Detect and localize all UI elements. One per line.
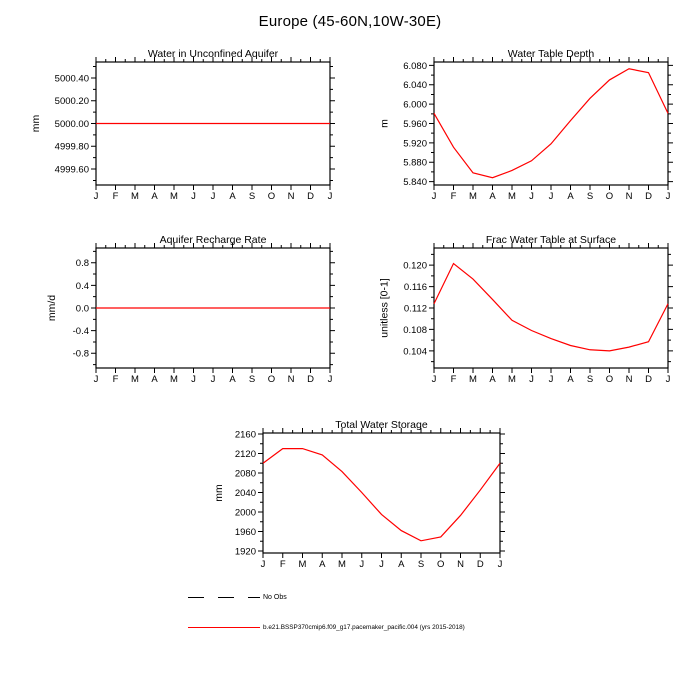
y-tick-label: 0.8 — [75, 258, 89, 270]
x-tick-label: N — [625, 191, 633, 202]
legend-label-no-obs: No Obs — [263, 594, 287, 601]
x-tick-label: J — [210, 374, 216, 385]
x-tick-label: O — [437, 559, 445, 570]
x-tick-label: J — [529, 374, 534, 385]
x-tick-label: N — [457, 559, 464, 570]
legend-item-no-obs — [188, 594, 287, 601]
axis-ticks — [429, 243, 673, 373]
y-tick-label: 4999.80 — [54, 141, 89, 153]
x-tick-label: O — [267, 191, 276, 202]
x-tick-label: J — [327, 374, 333, 385]
plot-frame — [434, 62, 668, 185]
axis-ticks — [429, 57, 673, 190]
y-tick-label: 2080 — [234, 468, 256, 480]
axis-ticks — [258, 428, 505, 558]
x-tick-label: A — [489, 191, 496, 202]
x-tick-label: S — [248, 374, 256, 385]
x-tick-label: M — [508, 191, 516, 202]
x-tick-label: O — [605, 191, 614, 202]
x-tick-label: J — [431, 191, 437, 202]
y-tick-label: 6.080 — [403, 60, 427, 72]
y-tick-label: 5.840 — [403, 177, 427, 189]
x-tick-label: N — [625, 374, 633, 385]
y-axis-label: m — [378, 119, 391, 128]
x-tick-label: F — [450, 191, 457, 202]
x-tick-label: A — [567, 374, 574, 385]
y-tick-label: 5.960 — [403, 118, 427, 130]
x-tick-label: S — [417, 559, 425, 570]
y-axis-label: mm — [212, 484, 225, 502]
y-tick-label: 1920 — [234, 546, 256, 558]
x-tick-label: J — [260, 559, 266, 570]
x-tick-label: J — [379, 559, 384, 570]
y-axis-label: mm/d — [45, 294, 58, 322]
y-tick-label: 5000.00 — [54, 118, 89, 130]
x-tick-label: O — [267, 374, 276, 385]
x-tick-label: J — [93, 374, 99, 385]
y-tick-label: 6.040 — [403, 80, 427, 92]
x-tick-label: J — [548, 191, 554, 202]
data-line — [263, 449, 500, 541]
legend-item-model-run — [188, 624, 465, 631]
x-tick-label: J — [210, 191, 216, 202]
x-tick-label: D — [307, 191, 314, 202]
y-tick-label: 0.4 — [75, 280, 89, 292]
chart-title: Frac Water Table at Surface — [485, 234, 617, 246]
no-obs-dashed-line-swatch — [188, 595, 260, 600]
x-tick-label: J — [93, 191, 99, 202]
x-tick-label: A — [398, 559, 405, 570]
y-axis-label: mm — [29, 114, 42, 133]
x-tick-label: J — [327, 191, 333, 202]
plot-frame — [263, 433, 500, 553]
y-tick-label: 5000.40 — [54, 73, 89, 85]
y-tick-label: 0.104 — [403, 346, 427, 358]
x-tick-label: F — [450, 374, 457, 385]
x-tick-label: N — [287, 374, 295, 385]
chart-frac-water-table-at-surface — [379, 234, 674, 385]
x-tick-label: F — [112, 191, 119, 202]
y-tick-label: 0.120 — [403, 260, 427, 272]
chart-water-in-unconfined-aquifer — [30, 48, 335, 202]
x-tick-label: M — [338, 559, 346, 570]
x-tick-label: J — [191, 374, 196, 385]
y-tick-label: 5.880 — [403, 157, 427, 169]
y-tick-label: 0.0 — [75, 303, 89, 315]
y-tick-label: 5000.20 — [54, 96, 89, 108]
x-tick-label: J — [431, 374, 437, 385]
y-tick-label: 0.108 — [403, 324, 427, 336]
y-tick-label: 6.000 — [403, 99, 427, 111]
legend-label-model-run: b.e21.BSSP370cmip6.f09_g17.pacemaker_pacific.004 (yrs 2015-2018) — [263, 624, 465, 631]
x-tick-label: A — [489, 374, 496, 385]
x-tick-label: N — [287, 191, 295, 202]
x-tick-label: M — [170, 191, 178, 202]
y-tick-label: -0.8 — [72, 348, 89, 360]
x-tick-label: S — [586, 374, 594, 385]
y-axis-label: unitless [0-1] — [378, 278, 391, 338]
y-tick-label: 2040 — [234, 487, 256, 499]
x-tick-label: A — [567, 191, 574, 202]
x-tick-label: M — [170, 374, 178, 385]
x-tick-label: D — [476, 559, 484, 570]
x-tick-label: F — [279, 559, 286, 570]
x-tick-label: J — [548, 374, 554, 385]
chart-water-table-depth — [379, 48, 674, 202]
x-tick-label: A — [319, 559, 326, 570]
y-tick-label: -0.4 — [72, 326, 89, 338]
x-tick-label: A — [229, 374, 236, 385]
x-tick-label: M — [131, 191, 139, 202]
x-tick-label: F — [112, 374, 119, 385]
y-tick-label: 4999.60 — [54, 164, 89, 176]
model-run-line-swatch — [188, 625, 260, 630]
chart-title: Aquifer Recharge Rate — [159, 234, 267, 246]
x-tick-label: S — [248, 191, 256, 202]
x-tick-label: A — [151, 374, 158, 385]
x-tick-label: J — [665, 191, 671, 202]
x-tick-label: A — [151, 191, 158, 202]
x-tick-label: M — [131, 374, 139, 385]
y-tick-label: 0.116 — [403, 281, 427, 293]
y-tick-label: 5.920 — [403, 138, 427, 150]
x-tick-label: M — [298, 559, 307, 570]
x-tick-label: D — [645, 374, 652, 385]
x-tick-label: S — [586, 191, 594, 202]
data-line — [434, 69, 668, 178]
x-tick-label: M — [469, 374, 477, 385]
x-tick-label: A — [229, 191, 236, 202]
x-tick-label: J — [529, 191, 534, 202]
plot-frame — [434, 248, 668, 368]
y-tick-label: 2160 — [234, 429, 256, 441]
y-tick-label: 0.112 — [403, 303, 427, 315]
y-tick-label: 1960 — [234, 526, 256, 538]
chart-title: Total Water Storage — [335, 419, 428, 431]
data-line — [434, 264, 668, 351]
x-tick-label: D — [645, 191, 652, 202]
x-tick-label: J — [497, 559, 503, 570]
x-tick-label: O — [605, 374, 614, 385]
x-tick-label: J — [665, 374, 671, 385]
x-tick-label: M — [508, 374, 516, 385]
page-title: Europe (45-60N,10W-30E) — [258, 13, 442, 30]
y-tick-label: 2120 — [234, 448, 256, 460]
x-tick-label: D — [307, 374, 314, 385]
x-tick-label: J — [359, 559, 365, 570]
chart-aquifer-recharge-rate — [46, 234, 335, 385]
chart-total-water-storage — [213, 419, 505, 570]
chart-title: Water Table Depth — [507, 48, 595, 60]
y-tick-label: 2000 — [234, 507, 256, 519]
chart-title: Water in Unconfined Aquifer — [147, 48, 279, 60]
x-tick-label: M — [469, 191, 477, 202]
x-tick-label: J — [191, 191, 196, 202]
